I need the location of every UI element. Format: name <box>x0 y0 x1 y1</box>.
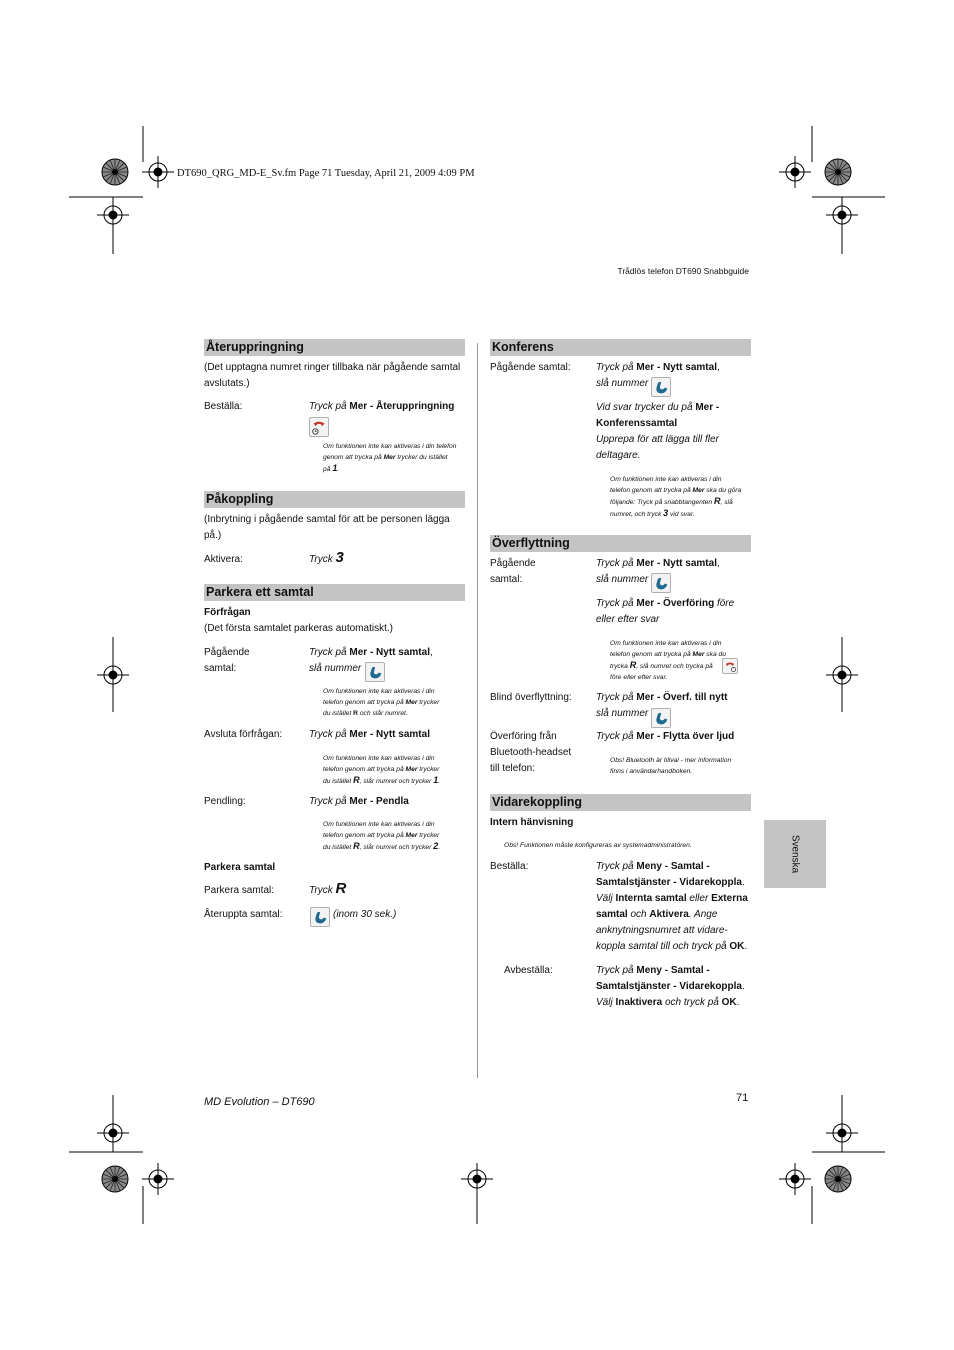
section-title-parkera: Parkera ett samtal <box>204 584 465 601</box>
registration-mark <box>97 199 129 231</box>
registration-mark <box>97 1117 129 1149</box>
parkera-samtal-heading: Parkera samtal <box>204 862 276 873</box>
vidarekoppling-obs: Obs! Funktionen måste konfigureras av systemadministratören. <box>504 842 692 849</box>
call-key-icon <box>651 573 671 593</box>
ateruppringning-note: Om funktionen inte kan aktiveras i din telefon genom att trycka på Mer trycker du istället på 1. <box>323 443 457 473</box>
file-header: DT690_QRG_MD-E_Sv.fm Page 71 Tuesday, April 21, 2009 4:09 PM <box>177 168 475 179</box>
ateruppta-note: (inom 30 sek.) <box>333 909 397 920</box>
overflyttning-note: Om funktionen inte kan aktiveras i din telefon genom att trycka på Mer ska du trycka R, slå numret och trycka på före eller efter svar. <box>610 640 727 681</box>
call-key-icon <box>651 377 671 397</box>
konferens-steps: Vid svar trycker du på Mer - Konferenssamtal Upprepa för att lägga till fler deltagare. <box>596 402 720 461</box>
overforing-instruction: Tryck på Mer - Överföring före eller efter svar <box>596 598 735 625</box>
parkera-samtal-label: Parkera samtal: <box>204 885 275 896</box>
registration-mark <box>826 1117 858 1149</box>
registration-mark <box>779 1163 811 1195</box>
star-mark-tl <box>102 159 128 185</box>
registration-mark <box>97 659 129 691</box>
pagaende-instruction: Tryck på Mer - Nytt samtal, slå nummer <box>309 647 433 674</box>
guide-title: Trådlös telefon DT690 Snabbguide <box>617 266 749 276</box>
vk-avbestalla-label: Avbeställa: <box>504 965 553 976</box>
bestalla-label: Beställa: <box>204 401 243 412</box>
page-number: 71 <box>736 1092 749 1104</box>
vk-bestalla-instruction: Tryck på Meny - Samtal - Samtalstjänster - Vidarekoppla. Välj Internta samtal eller Externa samtal och Aktivera. Ange anknytningsnumret att vidare- koppla samtal till och tryck på OK. <box>596 861 748 952</box>
intern-heading: Intern hänvisning <box>490 817 574 828</box>
call-key-icon <box>310 907 330 927</box>
language-tab: Svenska <box>764 820 826 888</box>
section-title-pakoppling: Påkoppling <box>204 491 465 508</box>
pendling-label: Pendling: <box>204 796 246 807</box>
overflyttning-instruction: Tryck på Mer - Nytt samtal, slå nummer <box>596 558 720 585</box>
konferens-instruction: Tryck på Mer - Nytt samtal, slå nummer <box>596 362 720 389</box>
registration-mark <box>142 1163 174 1195</box>
star-mark-br <box>825 1166 851 1192</box>
section-title-vidarekoppling: Vidarekoppling <box>490 794 751 811</box>
aktivera-instruction: Tryck 3 <box>309 549 344 566</box>
forfragan-heading: Förfrågan <box>204 607 251 618</box>
ateruppringning-desc: (Det upptagna numret ringer tillbaka när pågående samtal avslutats.) <box>204 362 461 389</box>
blind-instruction: Tryck på Mer - Överf. till nytt slå nummer <box>596 692 728 719</box>
footer-product: MD Evolution – DT690 <box>204 1096 315 1108</box>
pendling-instruction: Tryck på Mer - Pendla <box>309 796 409 807</box>
section-title-overflyttning: Överflyttning <box>490 535 751 552</box>
call-key-icon <box>651 708 671 728</box>
konferens-label: Pågående samtal: <box>490 362 571 373</box>
registration-mark <box>826 659 858 691</box>
blind-label: Blind överflyttning: <box>490 692 572 703</box>
bestalla-instruction: Tryck på Mer - Återuppringning <box>309 401 455 412</box>
registration-mark <box>779 156 811 188</box>
avsluta-note: Om funktionen inte kan aktiveras i din telefon genom att trycka på Mer trycker du istället R, slår numret och trycker 1. <box>323 755 441 785</box>
star-mark-bl <box>102 1166 128 1192</box>
vk-avbestalla-instruction: Tryck på Meny - Samtal - Samtalstjänster - Vidarekoppla. Välj Inaktivera och tryck på OK. <box>596 965 745 1008</box>
overflyttning-label: Pågående samtal: <box>490 558 536 585</box>
pagaende-note: Om funktionen inte kan aktiveras i din telefon genom att trycka på Mer trycker du istället R och slår numret. <box>323 688 440 717</box>
section-title-konferens: Konferens <box>490 339 751 356</box>
call-key-icon <box>365 662 385 682</box>
pakoppling-desc: (Inbrytning i pågående samtal för att be personen lägga på.) <box>204 514 450 541</box>
registration-mark <box>142 156 174 188</box>
section-title-ateruppringning: Återuppringning <box>204 339 465 356</box>
callback-key-icon <box>309 417 329 437</box>
ateruppta-label: Återuppta samtal: <box>204 909 283 920</box>
pendling-note: Om funktionen inte kan aktiveras i din telefon genom att trycka på Mer trycker du istället R, slår numret och trycker 2. <box>323 821 441 851</box>
bluetooth-instruction: Tryck på Mer - Flytta över ljud <box>596 731 735 742</box>
registration-mark <box>826 199 858 231</box>
star-mark-tr <box>825 159 851 185</box>
end-call-key-icon <box>722 658 738 674</box>
bluetooth-label: Överföring från Bluetooth-headset till telefon: <box>490 731 572 774</box>
column-divider <box>477 343 478 1078</box>
vk-bestalla-label: Beställa: <box>490 861 529 872</box>
parkera-samtal-instruction: Tryck R <box>309 880 347 897</box>
forfragan-desc: (Det första samtalet parkeras automatiskt.) <box>204 623 393 634</box>
pagaende-label: Pågående samtal: <box>204 647 250 674</box>
avsluta-instruction: Tryck på Mer - Nytt samtal <box>309 729 430 740</box>
aktivera-label: Aktivera: <box>204 554 243 565</box>
registration-mark <box>461 1163 493 1195</box>
bluetooth-note: Obs! Bluetooth är tillval - mer information finns i användarhandboken. <box>610 757 732 775</box>
konferens-note: Om funktionen inte kan aktiveras i din telefon genom att trycka på Mer ska du göra följande: Tryck på snabbtangenten R, slå numret, och tryck 3 vid svar. <box>610 476 742 518</box>
avsluta-label: Avsluta förfrågan: <box>204 729 283 740</box>
